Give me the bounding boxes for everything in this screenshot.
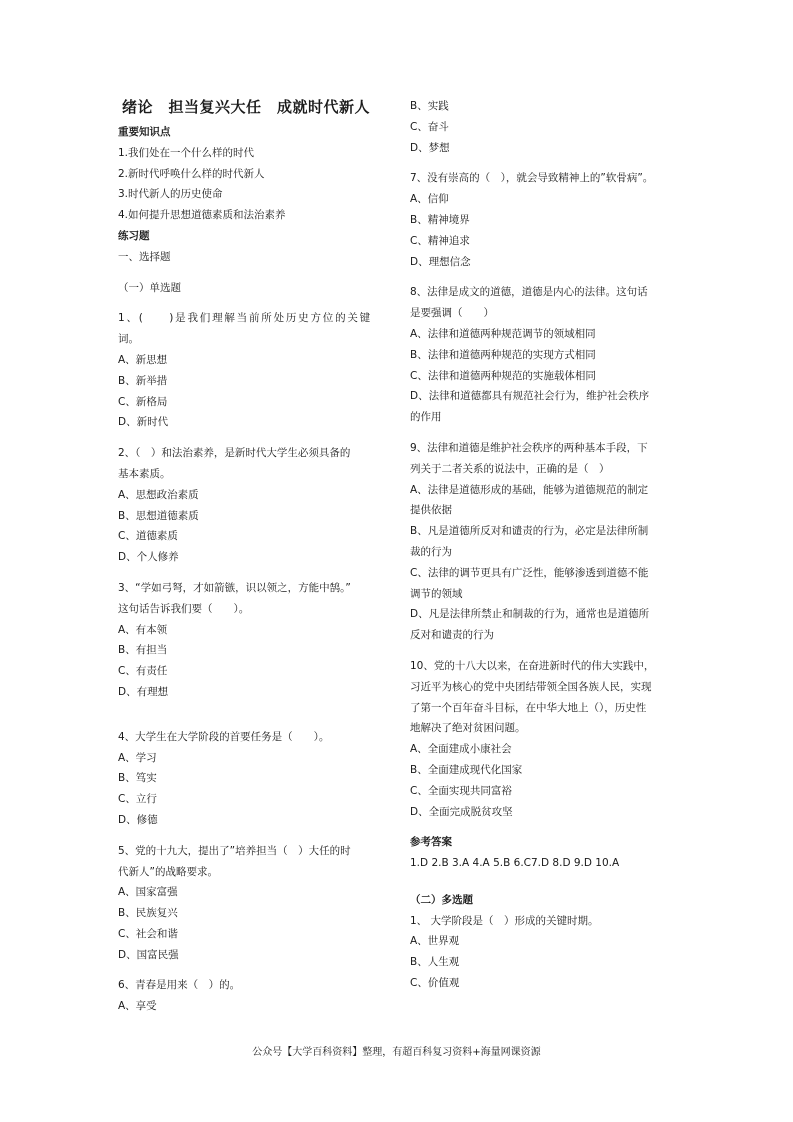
question-stem: 1、( )是我们理解当前所处历史方位的关键: [118, 312, 372, 325]
key-point-item: 2.新时代呼唤什么样的时代新人: [118, 167, 265, 180]
question-5: [118, 841, 384, 966]
question-9: [410, 438, 676, 646]
option: D、全面完成脱贫攻坚: [410, 805, 513, 818]
question-10: [410, 656, 676, 822]
question-stem: 地解决了绝对贫困问题。: [410, 722, 526, 735]
option: B、全面建成现代化国家: [410, 763, 523, 776]
key-point-item: 4.如何提升思想道德素质和法治素养: [118, 209, 286, 222]
key-points-heading: 重要知识点: [118, 126, 171, 138]
question-stem: 4、大学生在大学阶段的首要任务是（ ）。: [118, 730, 330, 743]
option: A、有本领: [118, 623, 168, 636]
option: B、笃实: [118, 772, 157, 785]
exercise-heading: 练习题: [118, 229, 150, 242]
option: B、民族复兴: [118, 907, 178, 920]
option: D、有理想: [118, 685, 169, 698]
question-stem: 3、“学如弓弩，才如箭镞，识以领之，方能中鹄。”: [118, 581, 351, 594]
option: C、奋斗: [410, 120, 449, 133]
option: A、法律和道德两种规范调节的领域相同: [410, 327, 596, 340]
option: D、法律和道德都具有规范社会行为，维护社会秩序: [410, 390, 650, 403]
option: D、梦想: [410, 141, 450, 154]
option: 反对和谴责的行为: [410, 629, 494, 642]
option: C、法律的调节更具有广泛性，能够渗透到道德不能: [410, 566, 649, 579]
option: D、国富民强: [118, 948, 179, 961]
question-stem: 5、党的十九大，提出了”培养担当（ ）大任的时: [118, 844, 351, 857]
question-stem: 8、法律是成文的道德，道德是内心的法律。这句话: [410, 286, 648, 299]
option: C、法律和道德两种规范的实施载体相同: [410, 369, 596, 382]
option: A、法律是道德形成的基础，能够为道德规范的制定: [410, 483, 649, 496]
multi-heading: （二）多选题: [410, 893, 473, 906]
option: C、全面实现共同富裕: [410, 784, 512, 797]
question-7: [410, 168, 676, 272]
question-8: [410, 282, 676, 428]
question-stem: 代新人”的战略要求。: [118, 865, 218, 878]
left-column: [118, 96, 384, 1017]
option: 调节的领域: [410, 587, 463, 600]
option: B、实践: [410, 100, 449, 112]
question-stem: 9、法律和道德是维护社会秩序的两种基本手段，下: [410, 441, 648, 454]
question-stem: 了第一个百年奋斗目标，在中华大地上（），历史性: [410, 701, 647, 714]
option: 的作用: [410, 411, 442, 424]
option: D、理想信念: [410, 255, 471, 268]
option: B、思想道德素质: [118, 509, 199, 522]
question-stem: 10、党的十八大以来，在奋进新时代的伟大实践中，: [410, 659, 655, 672]
option: A、学习: [118, 751, 157, 764]
question-4: [118, 727, 384, 831]
option: D、修德: [118, 813, 158, 826]
option: B、人生观: [410, 956, 460, 969]
option: A、国家富强: [118, 886, 178, 899]
option: C、社会和谐: [118, 927, 178, 940]
question-3: [118, 578, 384, 703]
option: A、世界观: [410, 935, 460, 948]
option: C、立行: [118, 793, 157, 806]
multi-question-1: [410, 911, 676, 994]
option: C、价值观: [410, 977, 460, 990]
section-heading: 一、选择题: [118, 250, 171, 263]
option: D、个人修养: [118, 551, 179, 564]
question-stem: 词。: [118, 333, 139, 346]
option: B、有担当: [118, 644, 168, 657]
answers-heading: 参考答案: [410, 836, 452, 849]
question-stem: 2、（ ）和法治素养，是新时代大学生必须具备的: [118, 447, 351, 460]
option: 裁的行为: [410, 545, 452, 558]
question-stem: 这句话告诉我们要（ ）。: [118, 602, 250, 615]
question-1: [118, 308, 384, 433]
option: C、精神追求: [410, 234, 470, 247]
option: D、新时代: [118, 416, 169, 429]
question-stem: 列关于二者关系的说法中，正确的是（ ）: [410, 462, 610, 475]
right-column: [410, 96, 676, 994]
question-stem: 7、没有崇高的（ ），就会导致精神上的”软骨病”。: [410, 172, 654, 185]
page-footer: 公众号【大学百科资料】整理，有超百科复习资料+海量网课资源: [252, 1047, 541, 1058]
question-stem: 6、青春是用来（ ）的。: [118, 979, 241, 992]
answers-text: 1.D 2.B 3.A 4.A 5.B 6.C7.D 8.D 9.D 10.A: [410, 857, 620, 870]
option: C、道德素质: [118, 530, 178, 543]
option: 提供依据: [410, 504, 452, 517]
key-point-item: 3.时代新人的历史使命: [118, 188, 223, 201]
option: B、新举措: [118, 374, 168, 387]
option: A、思想政治素质: [118, 488, 199, 501]
option: A、信仰: [410, 193, 449, 206]
question-2: [118, 443, 384, 568]
option: D、凡是法律所禁止和制裁的行为，通常也是道德所: [410, 608, 650, 621]
key-point-item: 1.我们处在一个什么样的时代: [118, 146, 255, 159]
subsection-heading: （一）单选题: [118, 281, 181, 294]
question-6: [118, 975, 384, 1017]
question-stem: 1、 大学阶段是（ ）形成的关键时期。: [410, 914, 599, 927]
option: A、全面建成小康社会: [410, 743, 512, 756]
option: B、精神境界: [410, 213, 470, 226]
option: A、新思想: [118, 353, 168, 366]
option: C、新格局: [118, 395, 168, 408]
option: A、享受: [118, 1000, 157, 1013]
question-stem: 习近平为核心的党中央团结带领全国各族人民，实现: [410, 680, 652, 693]
option: B、凡是道德所反对和谴责的行为，必定是法律所制: [410, 525, 649, 538]
document-title: 绪论 担当复兴大任 成就时代新人: [122, 98, 371, 116]
option: B、法律和道德两种规范的实现方式相同: [410, 348, 596, 361]
option: C、有责任: [118, 665, 168, 678]
question-stem: 是要强调（ ）: [410, 307, 494, 320]
question-stem: 基本素质。: [118, 467, 171, 480]
